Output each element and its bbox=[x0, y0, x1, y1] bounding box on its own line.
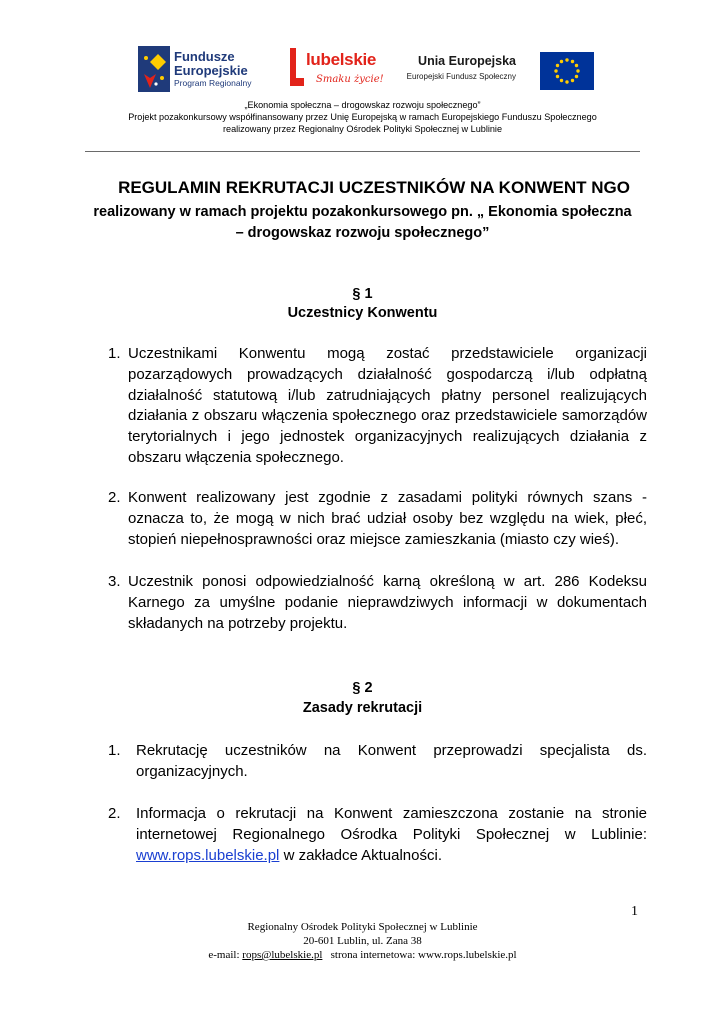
section2-title: Zasady rekrutacji bbox=[302, 700, 423, 716]
fundusze-europejskie-logo bbox=[136, 44, 266, 94]
document-title bbox=[0, 178, 725, 198]
list-item-text: Konwent realizowany jest zgodnie z zasadami polityki równych szans - oznacza to, że mogą w nich brać udział osoby bez względu na wiek, płeć, stopień niepełnosprawności oraz miejsce zamieszkania (miasto czy wieś). bbox=[128, 489, 647, 548]
fe-logo-line3: Program Regionalny bbox=[174, 78, 252, 89]
list-item-text-after: w zakładce Aktualności. bbox=[283, 846, 442, 864]
header-logos bbox=[0, 40, 725, 98]
section1-number: § 1 bbox=[352, 286, 373, 302]
list-item-text bbox=[136, 804, 647, 866]
fe-logo-line2: Europejskie bbox=[174, 62, 248, 78]
rops-website-link[interactable]: www.rops.lubelskie.pl bbox=[136, 846, 280, 864]
ue-logo-line2: Europejski Fundusz Społeczny bbox=[406, 72, 516, 81]
page-footer bbox=[0, 920, 725, 962]
footer-web-label: strona internetowa: bbox=[330, 949, 416, 961]
list-item-number: 2. bbox=[108, 805, 121, 822]
eu-flag-icon bbox=[540, 52, 594, 90]
document-title-text: REGULAMIN REKRUTACJI UCZESTNIKÓW NA KONWENT NGO bbox=[118, 178, 630, 197]
project-funding-line: Projekt pozakonkursowy współfinansowany przez Unię Europejską w ramach Europejskiego Funduszu Społecznego bbox=[128, 112, 597, 123]
footer-email-label: e-mail: bbox=[208, 949, 240, 961]
list-item-text-before: Informacja o rekrutacji na Konwent zamieszczona zostanie na stronie internetowej Regionalnego Ośrodka Polityki Społecznej w Lublinie: bbox=[136, 805, 647, 843]
footer-web-address: www.rops.lubelskie.pl bbox=[418, 949, 517, 961]
footer-address: 20-601 Lublin, ul. Zana 38 bbox=[303, 935, 422, 947]
section2-number: § 2 bbox=[352, 680, 373, 696]
section1-title: Uczestnicy Konwentu bbox=[287, 305, 438, 321]
subtitle-line1: realizowany w ramach projektu pozakonkursowego pn. „ Ekonomia społeczna bbox=[93, 204, 632, 220]
lubelskie-mark-icon bbox=[286, 44, 306, 90]
unia-europejska-logo bbox=[408, 48, 594, 92]
project-header bbox=[60, 99, 665, 136]
document-subtitle bbox=[60, 202, 665, 244]
fundusze-europejskie-icon bbox=[136, 44, 172, 94]
list-item-number: 3. bbox=[108, 573, 121, 590]
lubelskie-logo bbox=[286, 42, 396, 92]
fe-logo-line1: Fundusze bbox=[174, 49, 235, 64]
footer-contact bbox=[0, 948, 725, 962]
header-divider bbox=[85, 151, 640, 152]
ue-logo-line1: Unia Europejska bbox=[418, 54, 516, 68]
project-implementer-line: realizowany przez Regionalny Ośrodek Polityki Społecznej w Lublinie bbox=[222, 124, 502, 135]
footer-email-link[interactable]: rops@lubelskie.pl bbox=[242, 949, 323, 961]
lubelskie-logo-name: lubelskie bbox=[306, 50, 377, 69]
list-item-text: Uczestnik ponosi odpowiedzialność karną określoną w art. 286 Kodeksu Karnego za umyślne podanie nieprawdziwych informacji w dokumentach składanych na potrzeby projektu. bbox=[128, 573, 647, 632]
list-item-text: Rekrutację uczestników na Konwent przeprowadzi specjalista ds. organizacyjnych. bbox=[136, 742, 647, 780]
list-item-text: Uczestnikami Konwentu mogą zostać przedstawiciele organizacji pozarządowych prowadzących działalność gospodarczą i/lub odpłatną działalność statutową i/lub zatrudniających płatny personel realizujących działania z obszaru włączenia społecznego oraz przedstawiciele samorządów terytorialnych i jego jednostek organizacyjnych realizujących działania z obszaru włączenia społecznego. bbox=[128, 345, 647, 466]
page-number: 1 bbox=[631, 904, 638, 919]
subtitle-line2: – drogowskaz rozwoju społecznego” bbox=[235, 225, 490, 241]
list-item-number: 1. bbox=[108, 742, 121, 759]
list-item-number: 2. bbox=[108, 489, 121, 506]
footer-organization: Regionalny Ośrodek Polityki Społecznej w Lublinie bbox=[247, 921, 478, 933]
list-item-number: 1. bbox=[108, 345, 121, 362]
lubelskie-logo-tagline: Smaku życie! bbox=[316, 74, 384, 85]
project-name-line: „Ekonomia społeczna – drogowskaz rozwoju społecznego” bbox=[244, 100, 481, 110]
